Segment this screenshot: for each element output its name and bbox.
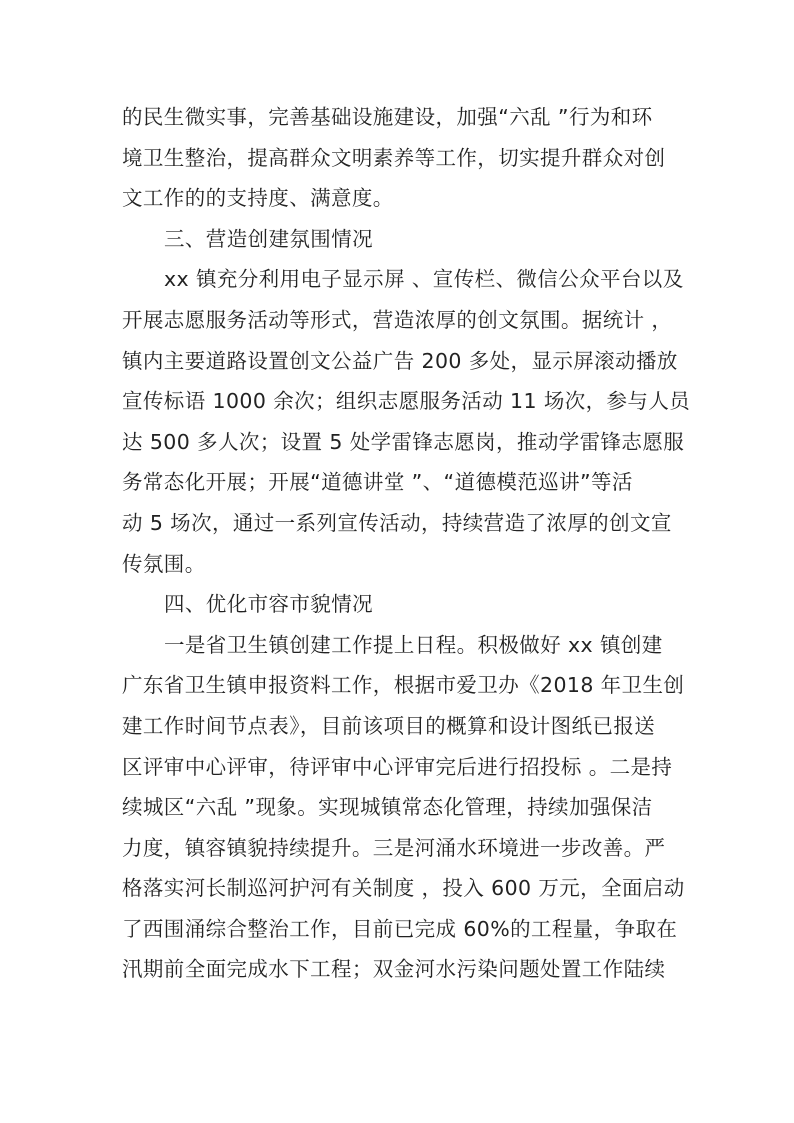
text-line: 开展志愿服务活动等形式，营造浓厚的创文氛围。据统计 ， [122,307,673,332]
text-line: 区评审中心评审，待评审中心评审完后进行招投标 。二是持 [122,754,673,779]
text-line: 务常态化开展；开展“道德讲堂 ”、“道德模范巡讲”等活 [122,470,633,495]
text-line: 的民生微实事，完善基础设施建设，加强“六乱 ”行为和环 [122,105,653,129]
text-line: 汛期前全面完成水下工程；双金河水污染问题处置工作陆续 [122,957,666,982]
text-line: 一是省卫生镇创建工作提上日程。积极做好 xx 镇创建 [164,632,663,657]
text-line: 境卫生整治，提高群众文明素养等工作，切实提升群众对创 [122,145,666,170]
text-line: 达 500 多人次；设置 5 处学雷锋志愿岗，推动学雷锋志愿服 [122,429,685,454]
section-heading: 四、优化市容市貌情况 [164,592,373,617]
text-line: 动 5 场次，通过一系列宣传活动，持续营造了浓厚的创文宣 [122,510,672,535]
text-line: 镇内主要道路设置创文公益广告 200 多处，显示屏滚动播放 [122,348,678,373]
text-line: 广东省卫生镇申报资料工作，根据市爱卫办《2018 年卫生创 [122,673,685,698]
text-line: 了西围涌综合整治工作，目前已完成 60%的工程量，争取在 [122,916,678,941]
text-line: 力度，镇容镇貌持续提升。三是河涌水环境进一步改善。严 [122,835,666,860]
text-line: 文工作的的支持度、满意度。 [122,186,394,211]
text-line: 宣传标语 1000 余次；组织志愿服务活动 11 场次，参与人员 [122,389,691,414]
text-line: 建工作时间节点表》，目前该项目的概算和设计图纸已报送 [122,713,656,738]
text-line: 传氛围。 [122,551,206,576]
section-heading: 三、营造创建氛围情况 [164,226,373,251]
document-body [122,97,691,990]
text-line: 续城区“六乱 ”现象。实现城镇常态化管理，持续加强保洁 [122,795,653,820]
text-line: 格落实河长制巡河护河有关制度 ，投入 600 万元，全面启动 [122,876,685,901]
text-line: xx 镇充分利用电子显示屏 、宣传栏、微信公众平台以及 [164,267,684,292]
